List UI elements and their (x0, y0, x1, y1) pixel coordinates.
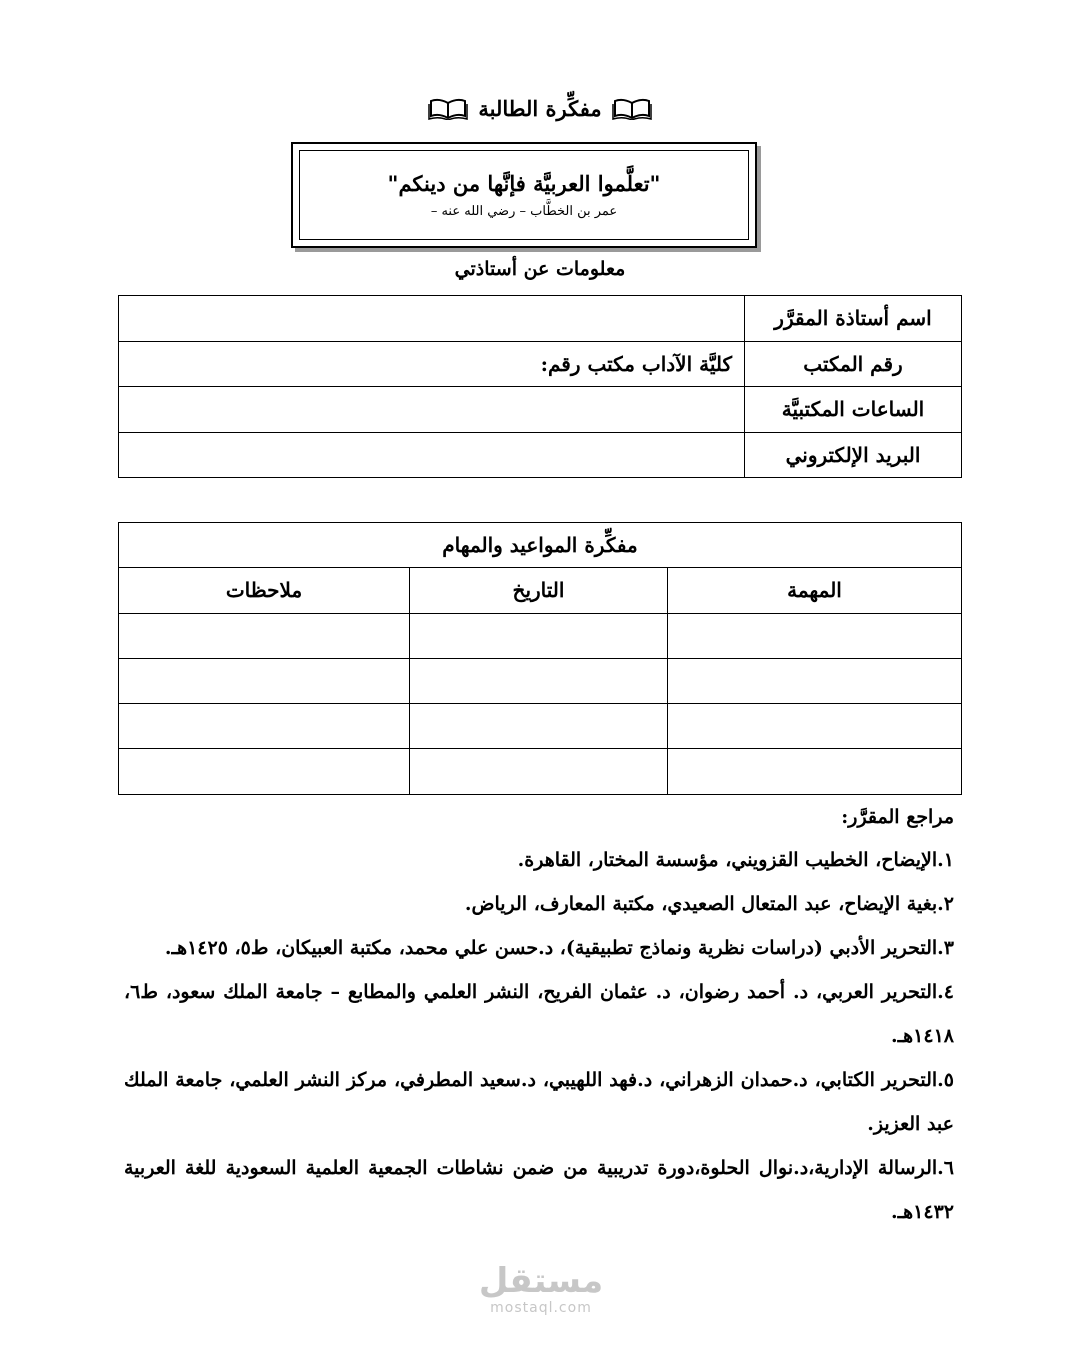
table-header-row (119, 568, 962, 613)
table-row (119, 432, 962, 478)
office-number-label: رقم المكتب (745, 341, 962, 387)
column-header-date: التاريخ (410, 568, 668, 613)
reference-item: ٢.بغية الإيضاح، عبد المتعال الصعيدي، مكتبة المعارف، الرياض. (464, 893, 954, 915)
references-heading: مراجع المقرَّر: (841, 806, 954, 828)
notes-cell[interactable] (119, 704, 410, 749)
reference-item: ١.الإيضاح، الخطيب القزويني، مؤسسة المختار، القاهرة. (517, 849, 954, 871)
quote-author: عمر بن الخطَّاب – رضي الله عنه – (430, 204, 618, 219)
watermark-latin: mostaql.com (490, 1300, 592, 1316)
table-row (119, 749, 962, 794)
references-section (124, 800, 954, 1234)
table-title-row (119, 523, 962, 568)
office-hours-field[interactable] (119, 387, 745, 433)
email-label: البريد الإلكتروني (745, 432, 962, 478)
date-cell[interactable] (410, 749, 668, 794)
page-title (0, 96, 1080, 121)
reference-item: ٤.التحرير العربي، د. أحمد رضوان، د. عثمان الفريح، النشر العلمي والمطابع – جامعة الملك سعود، ط٦، ١٤١٨هـ. (124, 981, 954, 1047)
date-cell[interactable] (410, 613, 668, 658)
teacher-name-field[interactable] (119, 296, 745, 342)
tasks-table (118, 522, 962, 795)
task-cell[interactable] (668, 658, 962, 703)
quote-frame (299, 150, 749, 240)
table-row (119, 613, 962, 658)
reference-item: ٦.الرسالة الإدارية،د.نوال الحلوة،دورة تدريبية من ضمن نشاطات الجمعية العلمية السعودية للغة العربية ١٤٣٢هـ. (124, 1157, 954, 1223)
task-cell[interactable] (668, 749, 962, 794)
teacher-name-label: اسم أستاذة المقرَّر (745, 296, 962, 342)
notes-cell[interactable] (119, 613, 410, 658)
column-header-task: المهمة (668, 568, 962, 613)
open-book-icon (612, 98, 652, 120)
quote-text: "تعلَّموا العربيَّة فإنَّها من دينكم" (387, 171, 661, 196)
table-row (119, 341, 962, 387)
reference-item: ٣.التحرير الأدبي (دراسات نظرية ونماذج تطبيقية)، د.حسن علي محمد، مكتبة العبيكان، ط٥، ١٤٢٥هـ. (164, 937, 954, 959)
watermark-logo (474, 1262, 608, 1316)
open-book-icon (428, 98, 468, 120)
page-title-text: مفكِّرة الطالبة (478, 96, 602, 121)
email-field[interactable] (119, 432, 745, 478)
office-hours-label: الساعات المكتبيَّة (745, 387, 962, 433)
task-cell[interactable] (668, 613, 962, 658)
watermark-arabic: مستقل (478, 1261, 604, 1301)
table-row (119, 296, 962, 342)
column-header-notes: ملاحظات (119, 568, 410, 613)
office-number-field[interactable]: كليَّة الآداب مكتب رقم: (119, 341, 745, 387)
task-cell[interactable] (668, 704, 962, 749)
table-row (119, 387, 962, 433)
reference-item: ٥.التحرير الكتابي، د.حمدان الزهراني، د.فهد اللهيبي، د.سعيد المطرفي، مركز النشر العلمي، جامعة الملك عبد العزيز. (124, 1069, 954, 1135)
notes-cell[interactable] (119, 658, 410, 703)
table-row (119, 704, 962, 749)
notes-cell[interactable] (119, 749, 410, 794)
date-cell[interactable] (410, 704, 668, 749)
date-cell[interactable] (410, 658, 668, 703)
tasks-table-title: مفكِّرة المواعيد والمهام (119, 523, 962, 568)
teacher-info-table (118, 295, 962, 478)
table-row (119, 658, 962, 703)
teacher-info-heading: معلومات عن أستاذتي (454, 258, 626, 280)
quote-box (291, 142, 757, 248)
